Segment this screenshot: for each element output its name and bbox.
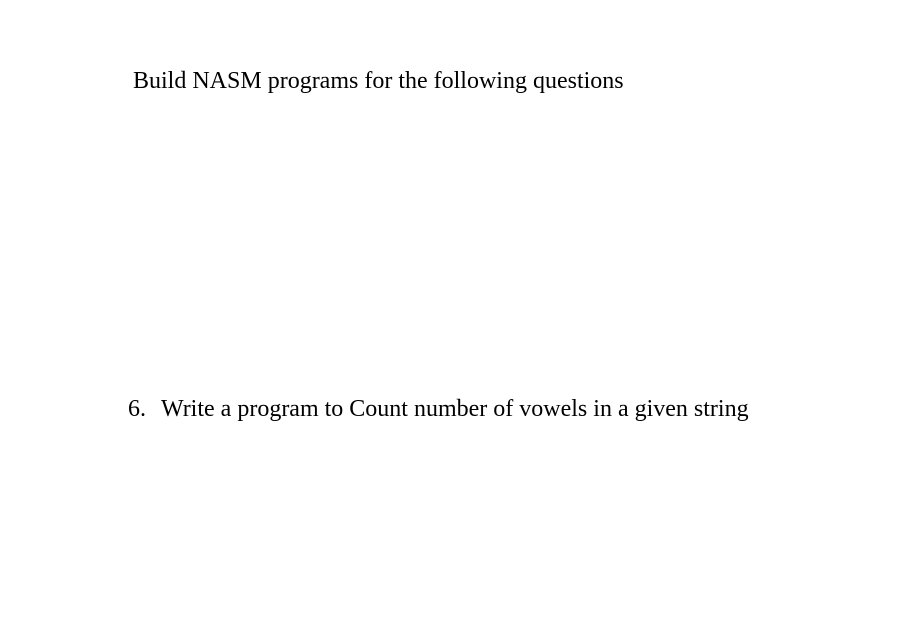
question-item	[128, 394, 749, 424]
document-heading: Build NASM programs for the following questions	[133, 68, 624, 94]
question-number: 6.	[128, 396, 146, 422]
question-text: Write a program to Count number of vowels in a given string	[161, 396, 749, 422]
